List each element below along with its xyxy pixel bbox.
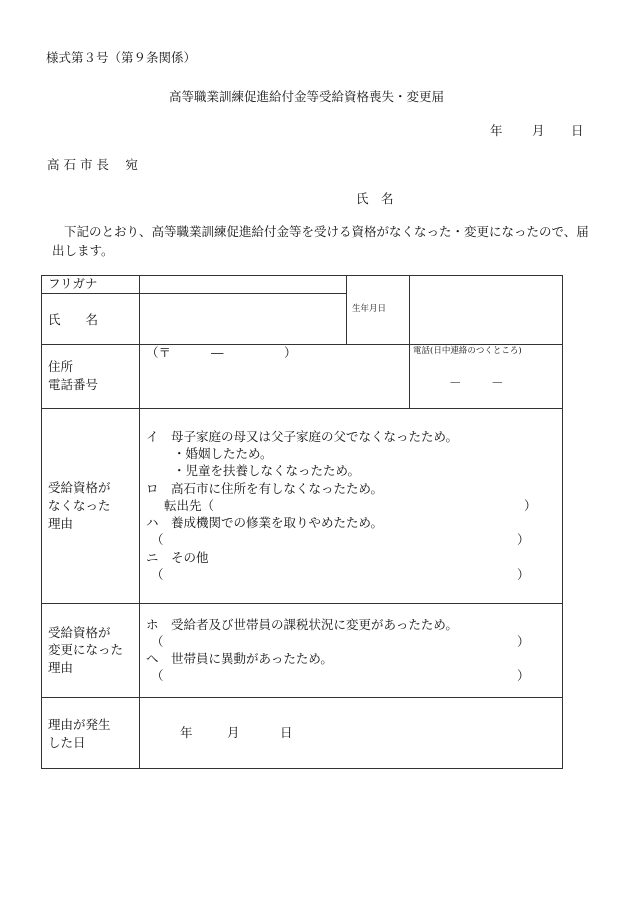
table-border-left	[41, 275, 42, 769]
table-line-address	[41, 408, 563, 409]
reason-ho: ホ 受給者及び世帯員の課税状況に変更があったため。	[146, 617, 458, 632]
table-line-birth-label	[346, 275, 347, 344]
table-line-changed	[41, 697, 563, 698]
table-border-right	[562, 275, 563, 769]
name-label: 氏 名	[48, 312, 99, 327]
table-line-furigana	[41, 293, 346, 294]
furigana-label: フリガナ	[48, 276, 98, 291]
changed-reason-label-1: 受給資格が	[48, 625, 111, 640]
reason-ni: ニ その他	[146, 550, 209, 565]
date-month-label: 月	[532, 123, 545, 138]
birthdate-label: 生年月日	[352, 304, 387, 314]
occurred-day-label: 日	[280, 725, 293, 740]
reason-he-close: ）	[517, 668, 530, 683]
reason-ho-close: ）	[517, 634, 530, 649]
reason-he-open: （	[151, 668, 164, 683]
reason-ha-close: ）	[517, 532, 530, 547]
table-line-birth-value	[409, 275, 410, 408]
reason-he: へ 世帯員に異動があったため。	[146, 651, 333, 666]
occurred-label-2: した日	[48, 735, 86, 750]
phone-note: 電話(日中連絡のつくところ)	[413, 346, 522, 356]
address-label: 住所	[48, 359, 74, 374]
table-line-lost	[41, 603, 563, 604]
lost-reason-label-3: 理由	[48, 516, 74, 531]
table-line-name	[41, 344, 563, 345]
occurred-label-1: 理由が発生	[48, 717, 111, 732]
postal-code-dash: ―	[211, 345, 224, 360]
changed-reason-label-3: 理由	[48, 660, 74, 675]
date-day-label: 日	[571, 123, 584, 138]
changed-reason-label-2: 変更になった	[48, 642, 124, 657]
postal-code-close: ）	[284, 345, 297, 360]
reason-ha: ハ 養成機関での修業を取りやめたため。	[146, 515, 384, 530]
reason-ni-open: （	[151, 567, 164, 582]
applicant-name-label: 氏 名	[356, 191, 394, 206]
phone-dash-1: －	[449, 375, 462, 390]
reason-i-child: ・児童を扶養しなくなったため。	[173, 463, 361, 478]
reason-i-marriage: ・婚姻したため。	[173, 446, 273, 461]
postal-code-prefix: （〒	[146, 345, 172, 360]
form-title: 高等職業訓練促進給付金等受給資格喪失・変更届	[169, 89, 445, 104]
moving-to-close: ）	[524, 498, 537, 513]
lost-reason-label-2: なくなった	[48, 498, 111, 513]
table-border-top	[41, 275, 563, 276]
moving-to-label: 転出先（	[164, 498, 215, 513]
lost-reason-label-1: 受給資格が	[48, 480, 111, 495]
intro-paragraph: 下記のとおり、高等職業訓練促進給付金等を受ける資格がなくなった・変更になったので、届出します。	[52, 224, 589, 258]
table-border-bottom	[41, 768, 563, 769]
reason-ho-open: （	[151, 634, 164, 649]
form-style-number: 様式第３号（第９条関係）	[46, 50, 197, 65]
occurred-month-label: 月	[227, 725, 240, 740]
occurred-year-label: 年	[180, 725, 193, 740]
table-line-label-column	[139, 275, 140, 769]
addressee: 高 石 市 長 宛	[47, 157, 138, 172]
date-year-label: 年	[490, 123, 503, 138]
phone-dash-2: －	[491, 375, 504, 390]
phone-label: 電話番号	[48, 377, 99, 392]
reason-i: イ 母子家庭の母又は父子家庭の父でなくなったため。	[146, 429, 459, 444]
reason-ni-close: ）	[517, 567, 530, 582]
reason-ha-open: （	[151, 532, 164, 547]
reason-ro: ロ 高石市に住所を有しなくなったため。	[146, 481, 384, 496]
